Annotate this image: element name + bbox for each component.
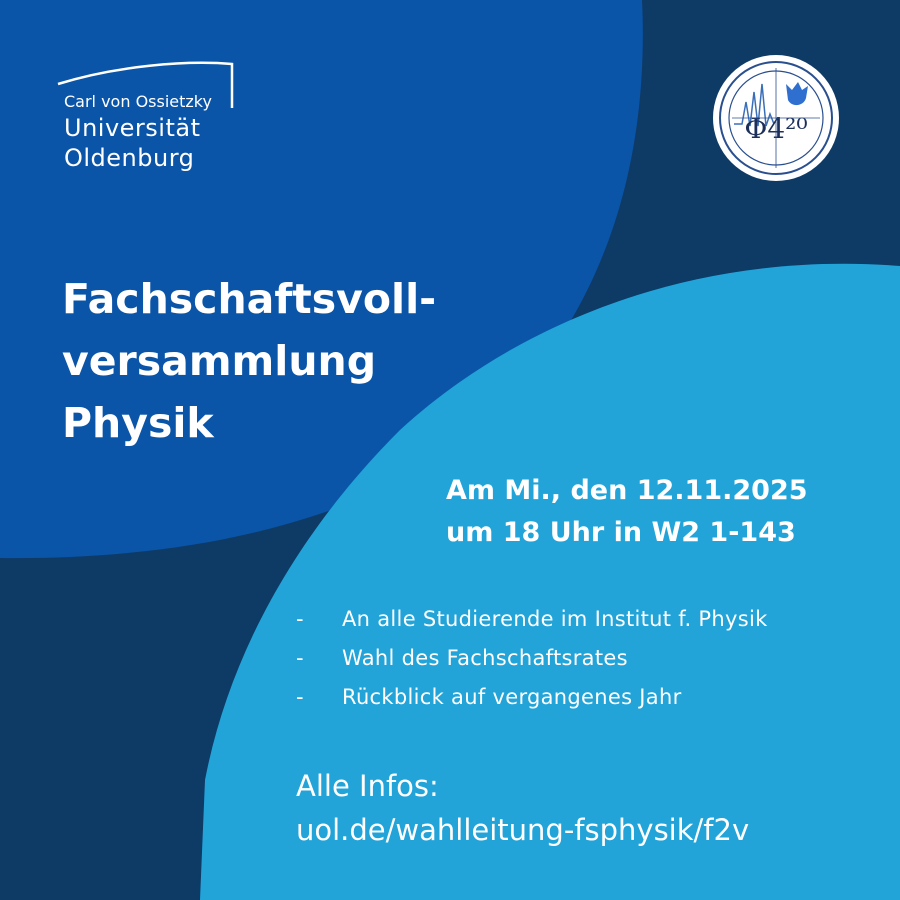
bullet-dash: - bbox=[296, 607, 304, 631]
event-location: um 18 Uhr in W2 1-143 bbox=[446, 517, 796, 548]
fachschaft-seal bbox=[712, 54, 840, 182]
info-label: Alle Infos: bbox=[296, 769, 439, 803]
university-name-line1: Carl von Ossietzky bbox=[64, 92, 212, 111]
agenda-list bbox=[296, 600, 768, 717]
list-item bbox=[296, 678, 768, 717]
bullet-dash: - bbox=[296, 646, 304, 670]
list-item bbox=[296, 600, 768, 639]
info-link[interactable]: uol.de/wahlleitung-fsphysik/f2v bbox=[296, 813, 750, 847]
event-title bbox=[62, 268, 436, 454]
title-line1: Fachschaftsvoll- bbox=[62, 275, 437, 323]
title-line2: versammlung bbox=[62, 337, 377, 385]
seal-symbol: Φ4²⁰ bbox=[744, 112, 808, 145]
university-name-line2: Universität bbox=[64, 114, 201, 142]
agenda-item-text: Wahl des Fachschaftsrates bbox=[342, 646, 628, 670]
event-date: Am Mi., den 12.11.2025 bbox=[446, 475, 808, 506]
event-date-location bbox=[446, 470, 808, 554]
university-name-line3: Oldenburg bbox=[64, 144, 195, 172]
title-line3: Physik bbox=[62, 399, 214, 447]
bullet-dash: - bbox=[296, 685, 304, 709]
info-section bbox=[296, 764, 749, 852]
agenda-item-text: Rückblick auf vergangenes Jahr bbox=[342, 685, 682, 709]
list-item bbox=[296, 639, 768, 678]
agenda-item-text: An alle Studierende im Institut f. Physik bbox=[342, 607, 768, 631]
